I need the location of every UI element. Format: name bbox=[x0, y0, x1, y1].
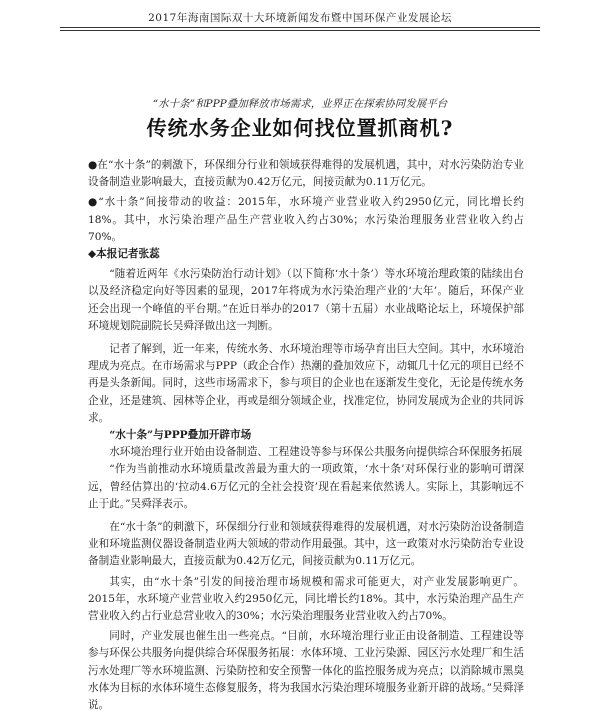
article-body bbox=[88, 154, 524, 714]
body-paragraph: “作为当前推动水环境质量改善最为重大的一项政策，‘水十条’对环保行业的影响可谓深远，曾经估算出的‘拉动4.6万亿元的全社会投资’现在看起来依然诱人。实际上，其影响远不止于此。”吴舜泽表示。 bbox=[88, 463, 524, 510]
header-rule bbox=[60, 27, 540, 28]
header-rule-thin bbox=[60, 30, 540, 31]
section-heading: “水十条”与PPP叠加开辟市场 bbox=[109, 429, 252, 442]
body-paragraph: 在“水十条”的刺激下，环保细分行业和领域获得难得的发展机遇，对水污染防治设备制造业和环境监测仪器设备制造业两大领域的带动作用最强。其中，这一政策对水污染防治专业设备制造业影响最大，直接贡献为0.42万亿元，间接贡献为0.11万亿元。 bbox=[88, 521, 524, 568]
byline: ◆本报记者张蕊 bbox=[88, 248, 160, 261]
body-paragraph: 记者了解到，近一年来，传统水务、水环境治理等市场孕育出巨大空间。其中，水环境治理成为亮点。在市场需求与PPP（政企合作）热潮的叠加效应下，动辄几十亿元的项目已经不再是头条新闻。同时，这些市场需求下，参与项目的企业也在逐渐发生变化，无论是传统水务企业，还是建筑、园林等企业，再或是细分领域企业，找准定位，协同发展成为企业的共同诉求。 bbox=[88, 343, 524, 424]
article-subtitle: “水十条”和PPP叠加释放市场需求，业界正在探索协同发展平台 bbox=[152, 98, 448, 110]
summary-bullet-1: ●在“水十条”的刺激下，环保细分行业和领域获得难得的发展机遇，其中，对水污染防治专业设备制造业影响最大，直接贡献为0.42万亿元，间接贡献为0.11万亿元。 bbox=[88, 159, 524, 189]
running-header: 2017年海南国际双十大环境新闻发布暨中国环保产业发展论坛 bbox=[148, 12, 452, 24]
body-paragraph: 其实，由“水十条”引发的间接治理市场规模和需求可能更大，对产业发展影响更广。2015年，水环境产业营业收入约2950亿元，同比增长约18%。其中，水污染治理产品生产营业收入约占行业总营业收入的30%；水污染治理服务业营业收入约占70%。 bbox=[88, 575, 524, 623]
section-subheading: 水环境治理行业开始由设备制造、工程建设等参与环保公共服务向提供综合环保服务拓展 bbox=[109, 446, 523, 459]
body-paragraph: “随着近两年《水污染防治行动计划》（以下简称‘水十条’）等水环境治理政策的陆续出台以及经济稳定向好等因素的显现，2017年将成为水污染治理产业的‘大年’。随后，环保产业还会出现一个峰值的平台期。”在近日举办的2017（第十五届）水业战略论坛上，环境保护部环境规划院副院长吴舜泽做出这一判断。 bbox=[88, 268, 524, 332]
summary-bullet-2: ●“水十条”间接带动的收益：2015年，水环境产业营业收入约2950亿元，同比增长约18%。其中，水污染治理产品生产营业收入约占30%；水污染治理服务业营业收入约占70%。 bbox=[88, 196, 524, 243]
body-paragraph: 同时，产业发展也催生出一些亮点。“目前，水环境治理行业正由设备制造、工程建设等参与环保公共服务向提供综合环保服务拓展：水体环境、工业污染源、园区污水处理厂和生活污水处理厂等水环境监测、污染防控和安全预警一体化的监控服务成为亮点；以消除城市黑臭水体为目标的水体环境生态修复服务，将为我国水污染治理环境服务业新开辟的战场。”吴舜泽说。 bbox=[88, 630, 524, 712]
article-title: 传统水务企业如何找位置抓商机? bbox=[146, 116, 454, 140]
